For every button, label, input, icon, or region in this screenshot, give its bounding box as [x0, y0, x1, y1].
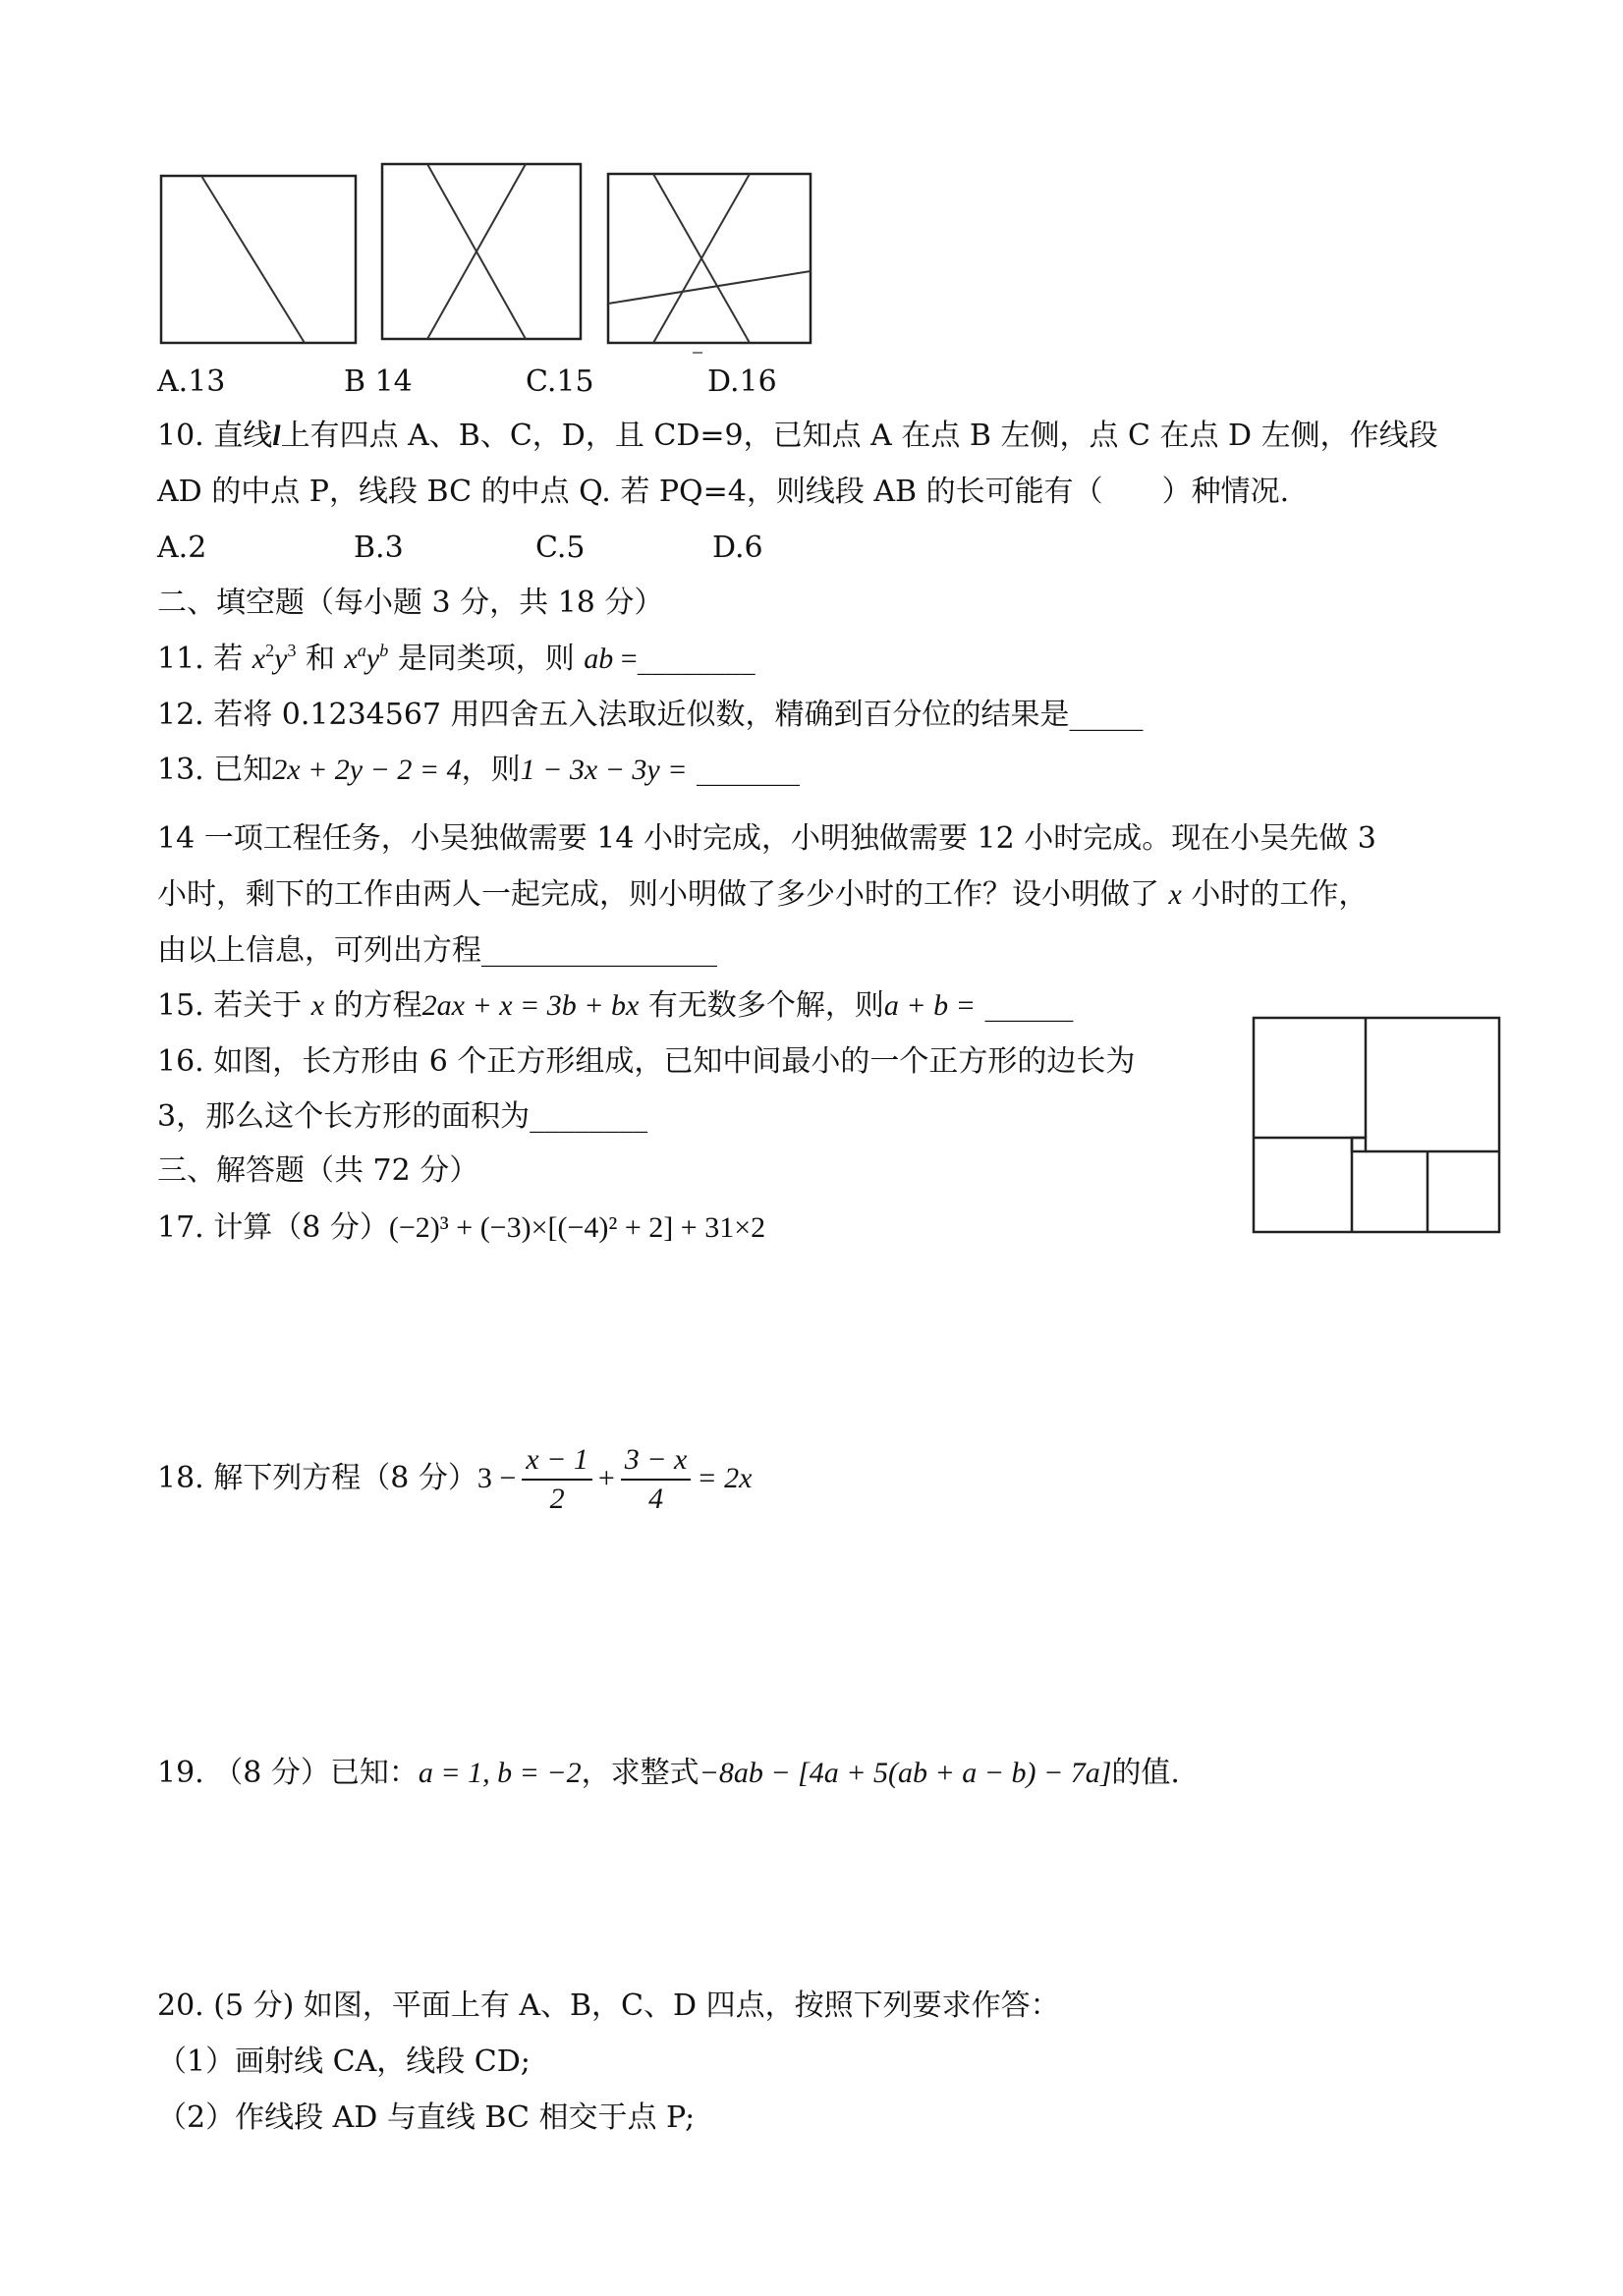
- q19-given: a = 1, b = −2: [418, 1757, 582, 1789]
- q10-options: [157, 529, 763, 568]
- q17-prefix: 17. 计算（8 分）: [157, 1210, 389, 1245]
- q18-frac2-den: 4: [648, 1483, 664, 1515]
- q19: [157, 1754, 1180, 1793]
- q14-text-a: 小时，剩下的工作由两人一起完成，则小明做了多少小时的工作？设小明做了: [157, 877, 1159, 912]
- q9-option-d: D.16: [707, 364, 777, 399]
- section-2-heading: 二、填空题（每小题 3 分，共 18 分）: [157, 586, 664, 620]
- q15-expr-2: a + b =: [883, 989, 976, 1022]
- q13-prefix: 13. 已知: [157, 753, 273, 787]
- q13-sep: ，则: [461, 753, 521, 787]
- q18-frac1-den: 2: [549, 1483, 565, 1515]
- q17-expr: (−2)³ + (−3)×[(−4)² + 2] + 31×2: [388, 1211, 766, 1244]
- q18-frac2-num: 3 − x: [621, 1441, 692, 1481]
- q11-suffix: 是同类项，则: [397, 642, 575, 676]
- q14-line-1: 14 一项工程任务，小吴独做需要 14 小时完成，小明独做需要 12 小时完成。现在小吴先做 3: [157, 821, 1376, 856]
- q11-blank: ________: [637, 642, 756, 676]
- q18-frac1-num: x − 1: [522, 1441, 592, 1481]
- q18-fraction-1: [522, 1441, 592, 1518]
- q15-var-x: x: [310, 989, 325, 1022]
- q11-term-2: $x^ay^b$: [344, 641, 389, 675]
- q18-prefix: 18. 解下列方程（8 分）: [157, 1461, 477, 1495]
- q9-figure-2: [378, 160, 587, 347]
- q11: [157, 640, 756, 679]
- q11-term-1: $x^2y^3$: [252, 641, 297, 675]
- q9-figure-1: [157, 172, 364, 349]
- section-3-heading: 三、解答题（共 72 分）: [157, 1153, 479, 1188]
- q15-suffix: 有无数多个解，则: [647, 988, 884, 1023]
- q18-tail: = 2x: [697, 1462, 753, 1494]
- q9-option-a: A.13: [157, 364, 226, 399]
- q18-plus: +: [597, 1462, 615, 1494]
- q20-line-3: （2）作线段 AD 与直线 BC 相交于点 P;: [157, 2100, 696, 2135]
- q15-mid: 的方程: [333, 988, 422, 1023]
- q10-line-1: [157, 417, 1438, 456]
- q19-prefix: 19. （8 分）已知：: [157, 1756, 419, 1790]
- q18-lead: 3 −: [476, 1462, 517, 1494]
- q14-line-2: [157, 875, 1368, 915]
- q9-options: [157, 363, 777, 402]
- q14-text-b: 小时的工作，: [1191, 877, 1369, 912]
- q10-line-symbol: l: [272, 420, 281, 452]
- q10-text-a: 10. 直线: [157, 419, 273, 453]
- q19-mid: ，求整式: [581, 1756, 700, 1790]
- q9-option-c: C.15: [526, 364, 594, 399]
- q10-text-b: 上有四点 A、B、C，D，且 CD=9，已知点 A 在点 B 左侧，点 C 在点 D 左侧，作线段: [280, 419, 1438, 453]
- q19-expr: −8ab − [4a + 5(ab + a − b) − 7a]: [699, 1757, 1112, 1789]
- q10-option-d: D.6: [712, 531, 763, 565]
- q12: 12. 若将 0.1234567 用四舍五入法取近似数，精确到百分位的结果是_____: [157, 698, 1144, 732]
- q13-expr-1: 2x + 2y − 2 = 4: [272, 754, 462, 786]
- q14-line-3: 由以上信息，可列出方程________________: [157, 933, 717, 968]
- q17: [157, 1208, 765, 1248]
- q11-prefix: 11. 若: [157, 642, 244, 676]
- q11-ab: ab: [584, 643, 614, 675]
- q10-line-2: AD 的中点 P，线段 BC 的中点 Q. 若 PQ=4，则线段 AB 的长可能有（ ）种情况.: [157, 475, 1290, 509]
- q14-var-x: x: [1168, 878, 1182, 911]
- q20-line-1: 20. (5 分) 如图，平面上有 A、B，C、D 四点，按照下列要求作答：: [157, 1988, 1060, 2023]
- q15-expr: 2ax + x = 3b + bx: [421, 989, 640, 1022]
- q16-line-2: 3，那么这个长方形的面积为________: [157, 1099, 648, 1134]
- q13: [157, 751, 800, 790]
- q10-option-a: A.2: [157, 531, 207, 565]
- q16-line-1: 16. 如图，长方形由 6 个正方形组成，已知中间最小的一个正方形的边长为: [157, 1044, 1136, 1079]
- q11-mid: 和: [306, 642, 335, 676]
- q9-figure-3: [604, 170, 815, 357]
- q11-equals: =: [613, 643, 638, 675]
- q15-prefix: 15. 若关于: [157, 988, 303, 1023]
- q13-blank: _______: [687, 753, 801, 787]
- q10-option-c: C.5: [535, 531, 586, 565]
- q18: [157, 1439, 752, 1518]
- q19-suffix: 的值.: [1111, 1756, 1180, 1790]
- q10-option-b: B.3: [354, 531, 404, 565]
- q20-line-2: （1）画射线 CA，线段 CD;: [157, 2044, 531, 2079]
- q15-blank: ______: [975, 988, 1074, 1023]
- q15: [157, 986, 1073, 1026]
- q13-expr-2: 1 − 3x − 3y =: [520, 754, 688, 786]
- q18-fraction-2: [621, 1441, 692, 1518]
- q9-option-b: B 14: [344, 364, 413, 399]
- q16-figure: [1250, 1014, 1505, 1240]
